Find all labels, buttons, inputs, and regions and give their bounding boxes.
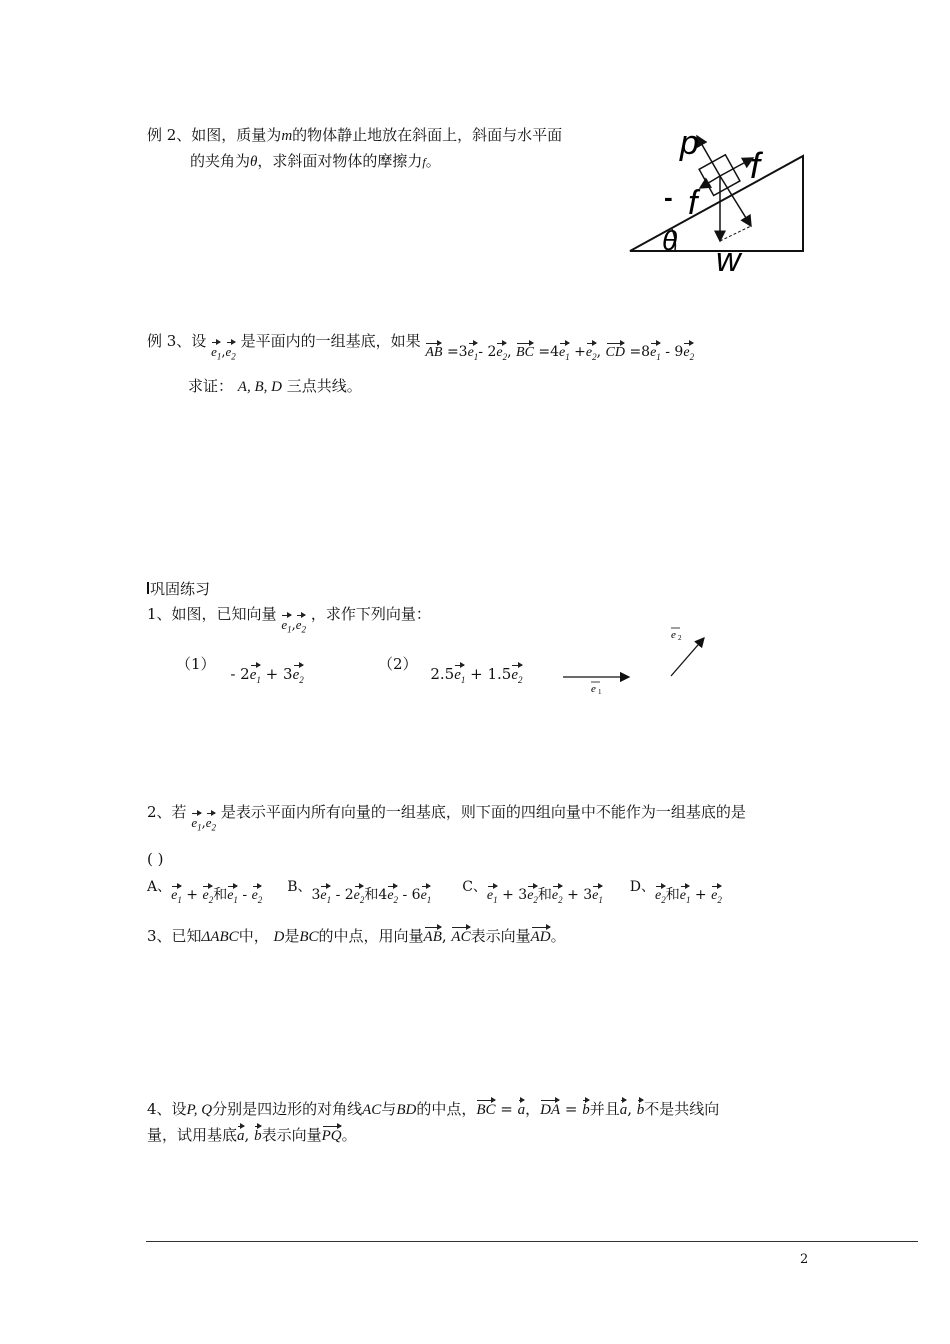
svg-text:e: e xyxy=(671,629,676,641)
ex3-proof xyxy=(188,375,362,396)
proof-text: 三点共线。 xyxy=(286,377,362,395)
ex2-text2: 的夹角为 xyxy=(190,152,251,170)
q2-answer-paren: ( ) xyxy=(147,850,164,868)
option-b[interactable]: B、$3e_1 - 2e_2$和$4e_2 - 6e_1$ xyxy=(287,879,432,905)
q2-line: 2、若 $e_1,e_2$ 是表示平面内所有向量的一组基底，则下面的四组向量中不能作为一组基底的是 xyxy=(147,803,746,833)
page-number: 2 xyxy=(800,1252,809,1267)
q1-line xyxy=(147,603,431,635)
label-neg-f: f xyxy=(688,184,698,222)
svg-text:e: e xyxy=(591,683,596,695)
option-d[interactable]: D、$e_2$和$e_1 + e_2$ xyxy=(629,879,722,905)
label-minus: - xyxy=(664,182,673,212)
ex2-text: 例 2、如图，质量为 xyxy=(147,126,282,144)
q4-line2: 量，试用基底a, b表示向量PQ。 xyxy=(147,1126,357,1144)
q2-options xyxy=(147,876,722,905)
practice-heading: 巩固练习 xyxy=(147,578,210,599)
label-theta: θ xyxy=(662,225,678,256)
footer-rule xyxy=(146,1241,918,1242)
q1-basis: $e_1,e_2$ xyxy=(281,617,307,635)
q1-part2: （2） $2.5e_1 + 1.5e_2$ xyxy=(378,655,523,685)
label-f: f xyxy=(750,145,761,186)
svg-text:2: 2 xyxy=(678,634,682,642)
vector-e2 xyxy=(671,638,704,676)
q3-line: 3、已知ΔABC中， D是BC的中点，用向量AB, AC表示向量AD。 xyxy=(147,927,566,945)
theta-symbol: θ xyxy=(250,154,258,170)
normal-force-arrow xyxy=(697,136,720,176)
ex3-equations: AB $=3e_1-$ $2e_2$, BC $=4e_1 +e_2$, CD $=8e_1 - 9e_2$ xyxy=(425,344,695,362)
option-a[interactable]: A、$e_1 + e_2$和$e_1 - e_2$ xyxy=(147,879,263,905)
q4-line1: 4、设P, Q分别是四边形的对角线AC与BD的中点，BC = a，DA = b并且a, b不是共线向 xyxy=(147,1100,720,1118)
ex3-pre: 例 3、设 xyxy=(147,332,207,350)
incline-figure xyxy=(620,118,820,278)
q1-text: 1、如图，已知向量 xyxy=(147,605,277,623)
ex2-line1 xyxy=(147,124,562,145)
label-p: p xyxy=(680,124,699,162)
proof-label: 求证： xyxy=(188,377,234,395)
ex3-mid: 是平面内的一组基底，如果 xyxy=(240,332,421,350)
mass-symbol: m xyxy=(281,128,293,144)
basis-e1-e2: $e_1,e_2$ xyxy=(211,344,236,362)
points-abd: A, B, D xyxy=(237,379,282,395)
ex2-text2c: 。 xyxy=(425,152,441,170)
ex2-line2 xyxy=(190,150,441,171)
label-w: w xyxy=(716,241,741,278)
q1-part1: $(1) - 2e_1 + 3e_2$ xyxy=(176,655,304,685)
ex3-line1 xyxy=(147,330,695,362)
q1-text-b: ，求作下列向量： xyxy=(310,605,431,623)
svg-text:1: 1 xyxy=(598,688,602,695)
ex2-text2b: ，求斜面对物体的摩擦力 xyxy=(257,152,423,170)
ex2-text-b: 的物体静止地放在斜面上，斜面与水平面 xyxy=(292,126,563,144)
option-c[interactable]: C、$e_1 + 3e_2$和$e_2 + 3e_1$ xyxy=(462,879,603,905)
friction-symbol: f xyxy=(422,155,426,169)
basis-vectors-figure xyxy=(555,625,715,695)
